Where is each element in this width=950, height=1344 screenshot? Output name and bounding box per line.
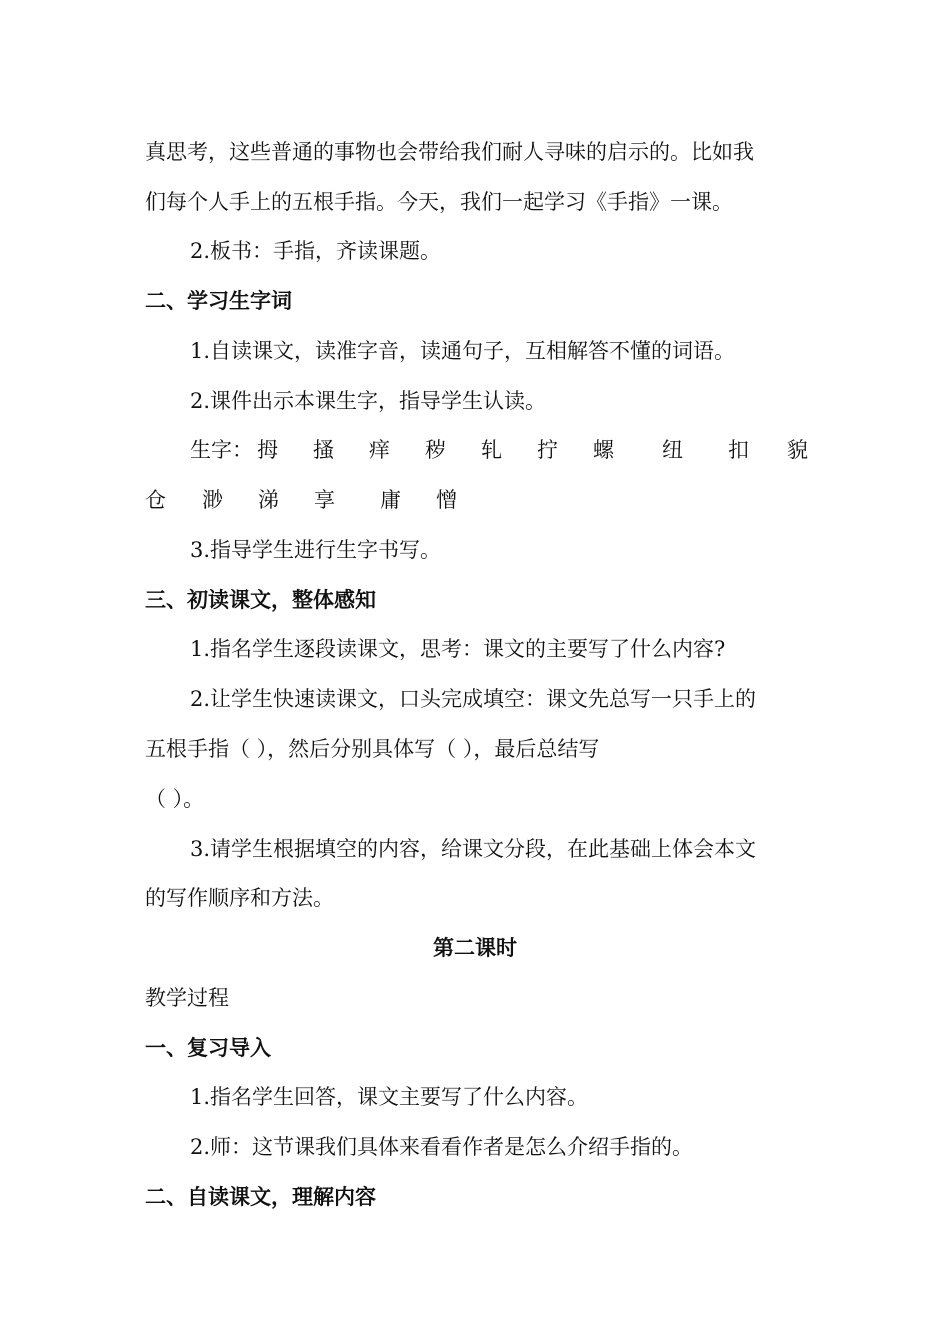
char-item: 庸 xyxy=(380,488,401,512)
section-heading-self-reading: 二、自读课文，理解内容 xyxy=(145,1185,376,1209)
vocab-step-2: 2.课件出示本课生字，指导学生认读。 xyxy=(190,389,547,413)
reading-step-1: 1.指名学生逐段读课文，思考：课文的主要写了什么内容? xyxy=(190,637,726,661)
reading-step-2-line-1: 2.让学生快速读课文，口头完成填空：课文先总写一只手上的 xyxy=(190,687,757,711)
char-item: 扣 xyxy=(728,438,749,462)
reading-step-3-line-1: 3.请学生根据填空的内容，给课文分段，在此基础上体会本文 xyxy=(190,837,757,861)
char-item: 搔 xyxy=(313,438,334,462)
vocab-step-1: 1.自读课文，读准字音，读通句子，互相解答不懂的词语。 xyxy=(190,339,736,363)
char-item: 渺 xyxy=(202,488,223,512)
char-item: 仓 xyxy=(145,488,166,512)
char-item: 拇 xyxy=(257,438,278,462)
char-item: 轧 xyxy=(481,438,502,462)
char-item: 纽 xyxy=(662,438,683,462)
lesson-2-title: 第二课时 xyxy=(433,936,517,960)
char-item: 螺 xyxy=(593,438,614,462)
new-characters-row-1 xyxy=(190,435,810,465)
new-characters-row-2 xyxy=(145,485,475,515)
intro-line-2: 们每个人手上的五根手指。今天，我们一起学习《手指》一课。 xyxy=(145,190,733,214)
section-heading-vocab: 二、学习生字词 xyxy=(145,289,292,313)
board-step: 2.板书：手指，齐读课题。 xyxy=(190,239,442,263)
teaching-process-label: 教学过程 xyxy=(145,986,229,1010)
reading-step-2-line-2: 五根手指（ ），然后分别具体写（ ），最后总结写 xyxy=(145,737,600,761)
char-item: 享 xyxy=(314,488,335,512)
vocab-step-3: 3.指导学生进行生字书写。 xyxy=(190,538,442,562)
char-item: 貌 xyxy=(787,438,808,462)
section-heading-first-reading: 三、初读课文，整体感知 xyxy=(145,588,376,612)
char-item: 秽 xyxy=(425,438,446,462)
review-step-1: 1.指名学生回答，课文主要写了什么内容。 xyxy=(190,1085,589,1109)
reading-step-2-line-3: （ ）。 xyxy=(145,787,205,811)
reading-step-3-line-2: 的写作顺序和方法。 xyxy=(145,886,334,910)
char-item: 涕 xyxy=(258,488,279,512)
char-item: 憎 xyxy=(436,488,457,512)
section-heading-review: 一、复习导入 xyxy=(145,1036,271,1060)
intro-line-1: 真思考，这些普通的事物也会带给我们耐人寻味的启示的。比如我 xyxy=(145,140,754,164)
char-item: 拧 xyxy=(537,438,558,462)
chars-label: 生字： xyxy=(190,438,253,462)
review-step-2: 2.师：这节课我们具体来看看作者是怎么介绍手指的。 xyxy=(190,1135,694,1159)
char-item: 痒 xyxy=(369,438,390,462)
